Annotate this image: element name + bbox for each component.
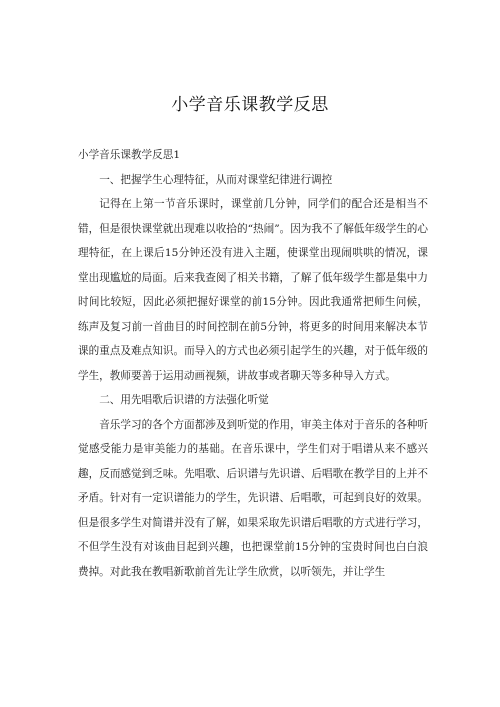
document-subtitle: 小学音乐课教学反思1 (78, 149, 181, 161)
document-body (78, 143, 428, 584)
section-heading-2: 二、用先唱歌后识谱的方法强化听觉 (99, 394, 269, 406)
body-paragraph-2: 音乐学习的各个方面都涉及到听觉的作用，审美主体对于音乐的各种听觉感受能力是审美能力的基础。在音乐课中，学生们对于唱谱从来不感兴趣，反而感觉到乏味。先唱歌、后识谱与先识谱、后唱歌在教学目的上并不矛盾。针对有一定识谱能力的学生，先识谱、后唱歌，可起到良好的效果。但是很多学生对简谱并没有了解，如果采取先识谱后唱歌的方式进行学习，不但学生没有对该曲目起到兴趣，也把课堂前15分钟的宝贵时间也白白浪费掉。对此我在教唱新歌前首先让学生欣赏，以听领先，并让学生 (78, 418, 428, 578)
body-paragraph-1: 记得在上第一节音乐课时，课堂前几分钟，同学们的配合还是相当不错，但是很快课堂就出现难以收拾的“热闹”。因为我不了解低年级学生的心理特征，在上课后15分钟还没有进入主题，使课堂出现闹哄哄的情况，课堂出现尴尬的局面。后来我查阅了相关书籍，了解了低年级学生都是集中力时间比较短，因此必须把握好课堂的前15分钟。因此我通常把师生问候，练声及复习前一首曲目的时间控制在前5分钟，将更多的时间用来解决本节课的重点及难点知识。而导入的方式也必须引起学生的兴趣，对于低年级的学生，教师要善于运用动画视频，讲故事或者聊天等多种导入方式。 (78, 198, 428, 382)
document-title: 小学音乐课教学反思 (171, 95, 329, 115)
section-heading-1: 一、把握学生心理特征，从而对课堂纪律进行调控 (99, 173, 333, 186)
